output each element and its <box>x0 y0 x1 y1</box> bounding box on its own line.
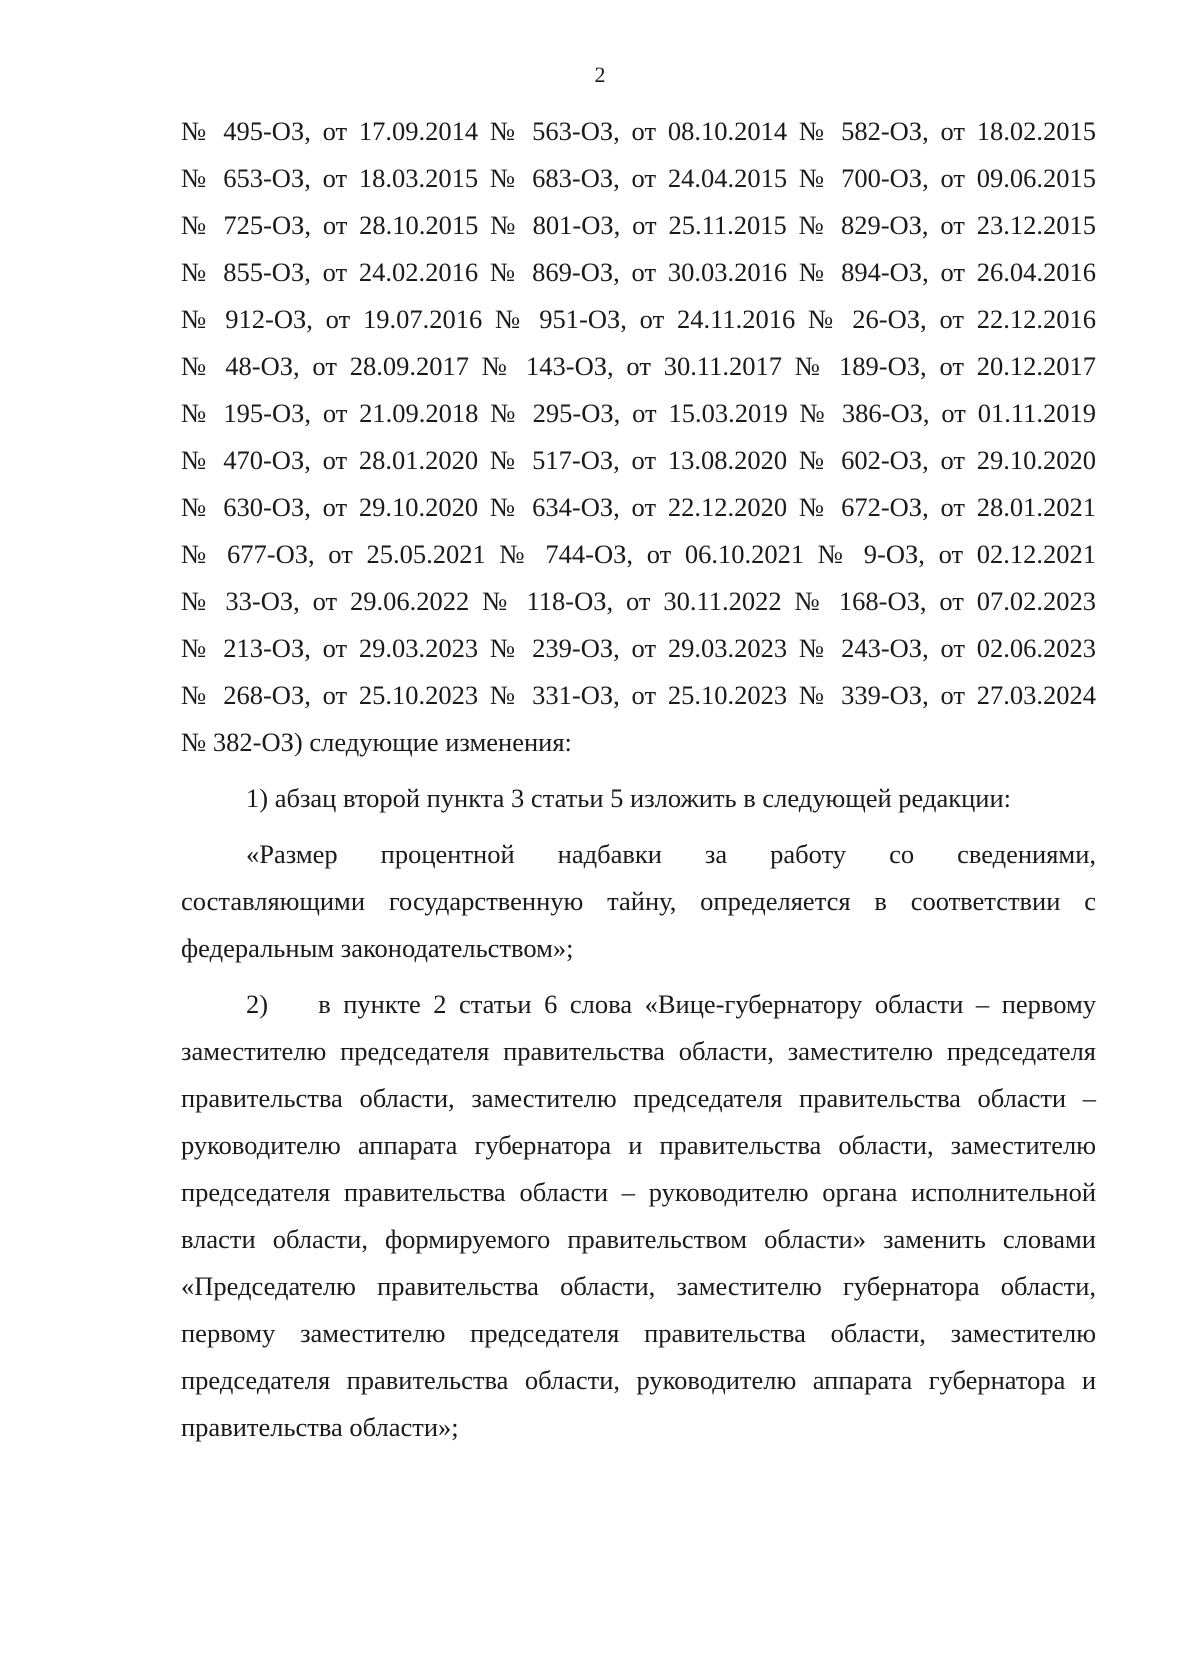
item-2-last-line: правительства области»; <box>181 1412 459 1442</box>
paragraph-gap <box>181 972 1096 981</box>
paragraph-gap <box>181 766 1096 775</box>
reference-line: № 470-ОЗ, от 28.01.2020 № 517-ОЗ, от 13.08.2020 № 602-ОЗ, от 29.10.2020 <box>181 445 1096 475</box>
item-1-quote-line: «Размер процентной надбавки за работу со сведениями, <box>246 839 1096 869</box>
item-1-quote-last-line: федеральным законодательством»; <box>181 933 574 963</box>
item-1-heading: 1) абзац второй пункта 3 статьи 5 изложить в следующей редакции: <box>246 783 1011 813</box>
reference-last-line: № 382-ОЗ) следующие изменения: <box>181 727 572 757</box>
reference-line: № 48-ОЗ, от 28.09.2017 № 143-ОЗ, от 30.11.2017 № 189-ОЗ, от 20.12.2017 <box>181 351 1096 381</box>
item-2-line: руководителю аппарата губернатора и правительства области, заместителю <box>181 1130 1096 1160</box>
amendment-item-1 <box>181 775 1096 972</box>
item-2-line: власти области, формируемого правительством области» заменить словами <box>181 1224 1096 1254</box>
paragraph-gap <box>181 822 1096 831</box>
reference-line: № 912-ОЗ, от 19.07.2016 № 951-ОЗ, от 24.11.2016 № 26-ОЗ, от 22.12.2016 <box>181 304 1096 334</box>
item-2-line: «Председателю правительства области, заместителю губернатора области, <box>181 1271 1096 1301</box>
reference-line: № 495-ОЗ, от 17.09.2014 № 563-ОЗ, от 08.10.2014 № 582-ОЗ, от 18.02.2015 <box>181 116 1096 146</box>
reference-line: № 725-ОЗ, от 28.10.2015 № 801-ОЗ, от 25.11.2015 № 829-ОЗ, от 23.12.2015 <box>181 210 1096 240</box>
amendment-item-2 <box>181 981 1096 1451</box>
item-2-line: заместителю председателя правительства области, заместителю председателя <box>181 1036 1096 1066</box>
reference-line: № 213-ОЗ, от 29.03.2023 № 239-ОЗ, от 29.03.2023 № 243-ОЗ, от 02.06.2023 <box>181 633 1096 663</box>
reference-line: № 677-ОЗ, от 25.05.2021 № 744-ОЗ, от 06.10.2021 № 9-ОЗ, от 02.12.2021 <box>181 539 1096 569</box>
reference-line: № 653-ОЗ, от 18.03.2015 № 683-ОЗ, от 24.04.2015 № 700-ОЗ, от 09.06.2015 <box>181 163 1096 193</box>
page-number: 2 <box>594 62 606 87</box>
item-2-first-line: 2) в пункте 2 статьи 6 слова «Вице-губернатору области – первому <box>246 989 1096 1019</box>
reference-line: № 195-ОЗ, от 21.09.2018 № 295-ОЗ, от 15.03.2019 № 386-ОЗ, от 01.11.2019 <box>181 398 1096 428</box>
reference-line: № 268-ОЗ, от 25.10.2023 № 331-ОЗ, от 25.10.2023 № 339-ОЗ, от 27.03.2024 <box>181 680 1096 710</box>
item-2-line: председателя правительства области, руководителю аппарата губернатора и <box>181 1365 1096 1395</box>
reference-line: № 630-ОЗ, от 29.10.2020 № 634-ОЗ, от 22.12.2020 № 672-ОЗ, от 28.01.2021 <box>181 492 1096 522</box>
document-body <box>181 108 1096 1451</box>
item-1-quote-line: составляющими государственную тайну, определяется в соответствии с <box>181 886 1096 916</box>
law-references-paragraph <box>181 108 1096 766</box>
item-2-line: председателя правительства области – руководителю органа исполнительной <box>181 1177 1096 1207</box>
reference-line: № 33-ОЗ, от 29.06.2022 № 118-ОЗ, от 30.11.2022 № 168-ОЗ, от 07.02.2023 <box>181 586 1096 616</box>
item-2-line: первому заместителю председателя правительства области, заместителю <box>181 1318 1096 1348</box>
reference-line: № 855-ОЗ, от 24.02.2016 № 869-ОЗ, от 30.03.2016 № 894-ОЗ, от 26.04.2016 <box>181 257 1096 287</box>
item-2-line: правительства области, заместителю председателя правительства области – <box>181 1083 1096 1113</box>
